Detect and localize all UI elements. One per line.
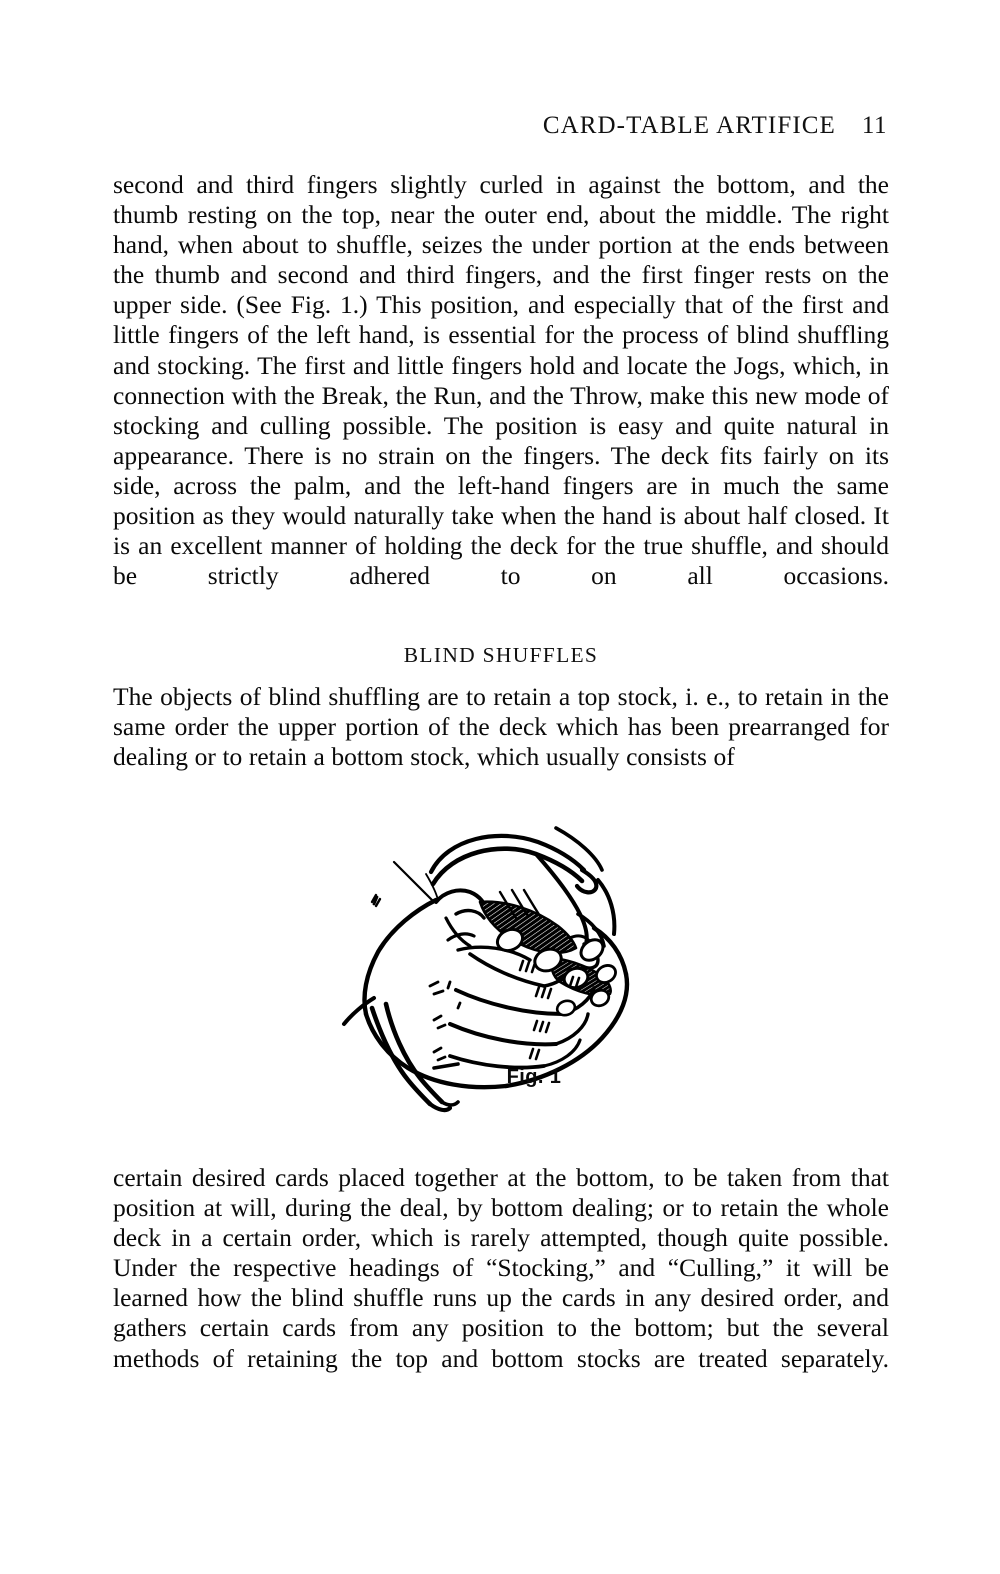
figure-1 [330,818,670,1118]
page-number: 11 [861,112,887,139]
body-paragraph-intro [113,170,889,621]
paragraph-text: The objects of blind shuffling are to retain a top stock, i. e., to retain in the same order the upper portion of the deck which has been prearranged for dealing or to retain a bottom stock, which usually consists of [113,682,889,772]
figure-caption: Fig. 1 [506,1066,562,1088]
body-paragraph-objects [113,682,889,772]
running-head-title: CARD-TABLE ARTIFICE [542,112,836,139]
running-head [113,112,887,140]
body-paragraph-certain [113,1163,889,1404]
paragraph-text: second and third fingers slightly curled in against the bottom, and the thumb resting on the top, near the outer end, about the middle. The right hand, when about to shuffle, seizes the under portion at the ends between the thumb and second and third fingers, and the first finger rests on the upper side. (See Fig. 1.) This position, and especially that of the first and little fingers of the left hand, is essential for the process of blind shuffling and stocking. The first and little fingers hold and locate the Jogs, which, in connection with the Break, the Run, and the Throw, make this new mode of stocking and culling possible. The position is easy and quite natural in appearance. There is no strain on the fingers. The deck fits fairly on its side, across the palm, and the left-hand fingers are in much the same position as they would naturally take when the hand is about half closed. It is an excellent manner of holding the deck for the true shuffle, and should be strictly adhered to on all occasions. [113,170,889,591]
paragraph-text: certain desired cards placed together at the bottom, to be taken from that position at will, during the deal, by bottom dealing; or to retain the whole deck in a certain order, which is rarely attempted, though quite possible. Under the respective headings of “Stocking,” and “Culling,” it will be learned how the blind shuffle runs up the cards in any desired order, and gathers certain cards from any position to the bottom; but the several methods of retaining the top and bottom stocks are treated separately. [113,1163,889,1373]
section-heading-blind-shuffles: BLIND SHUFFLES [403,643,599,667]
